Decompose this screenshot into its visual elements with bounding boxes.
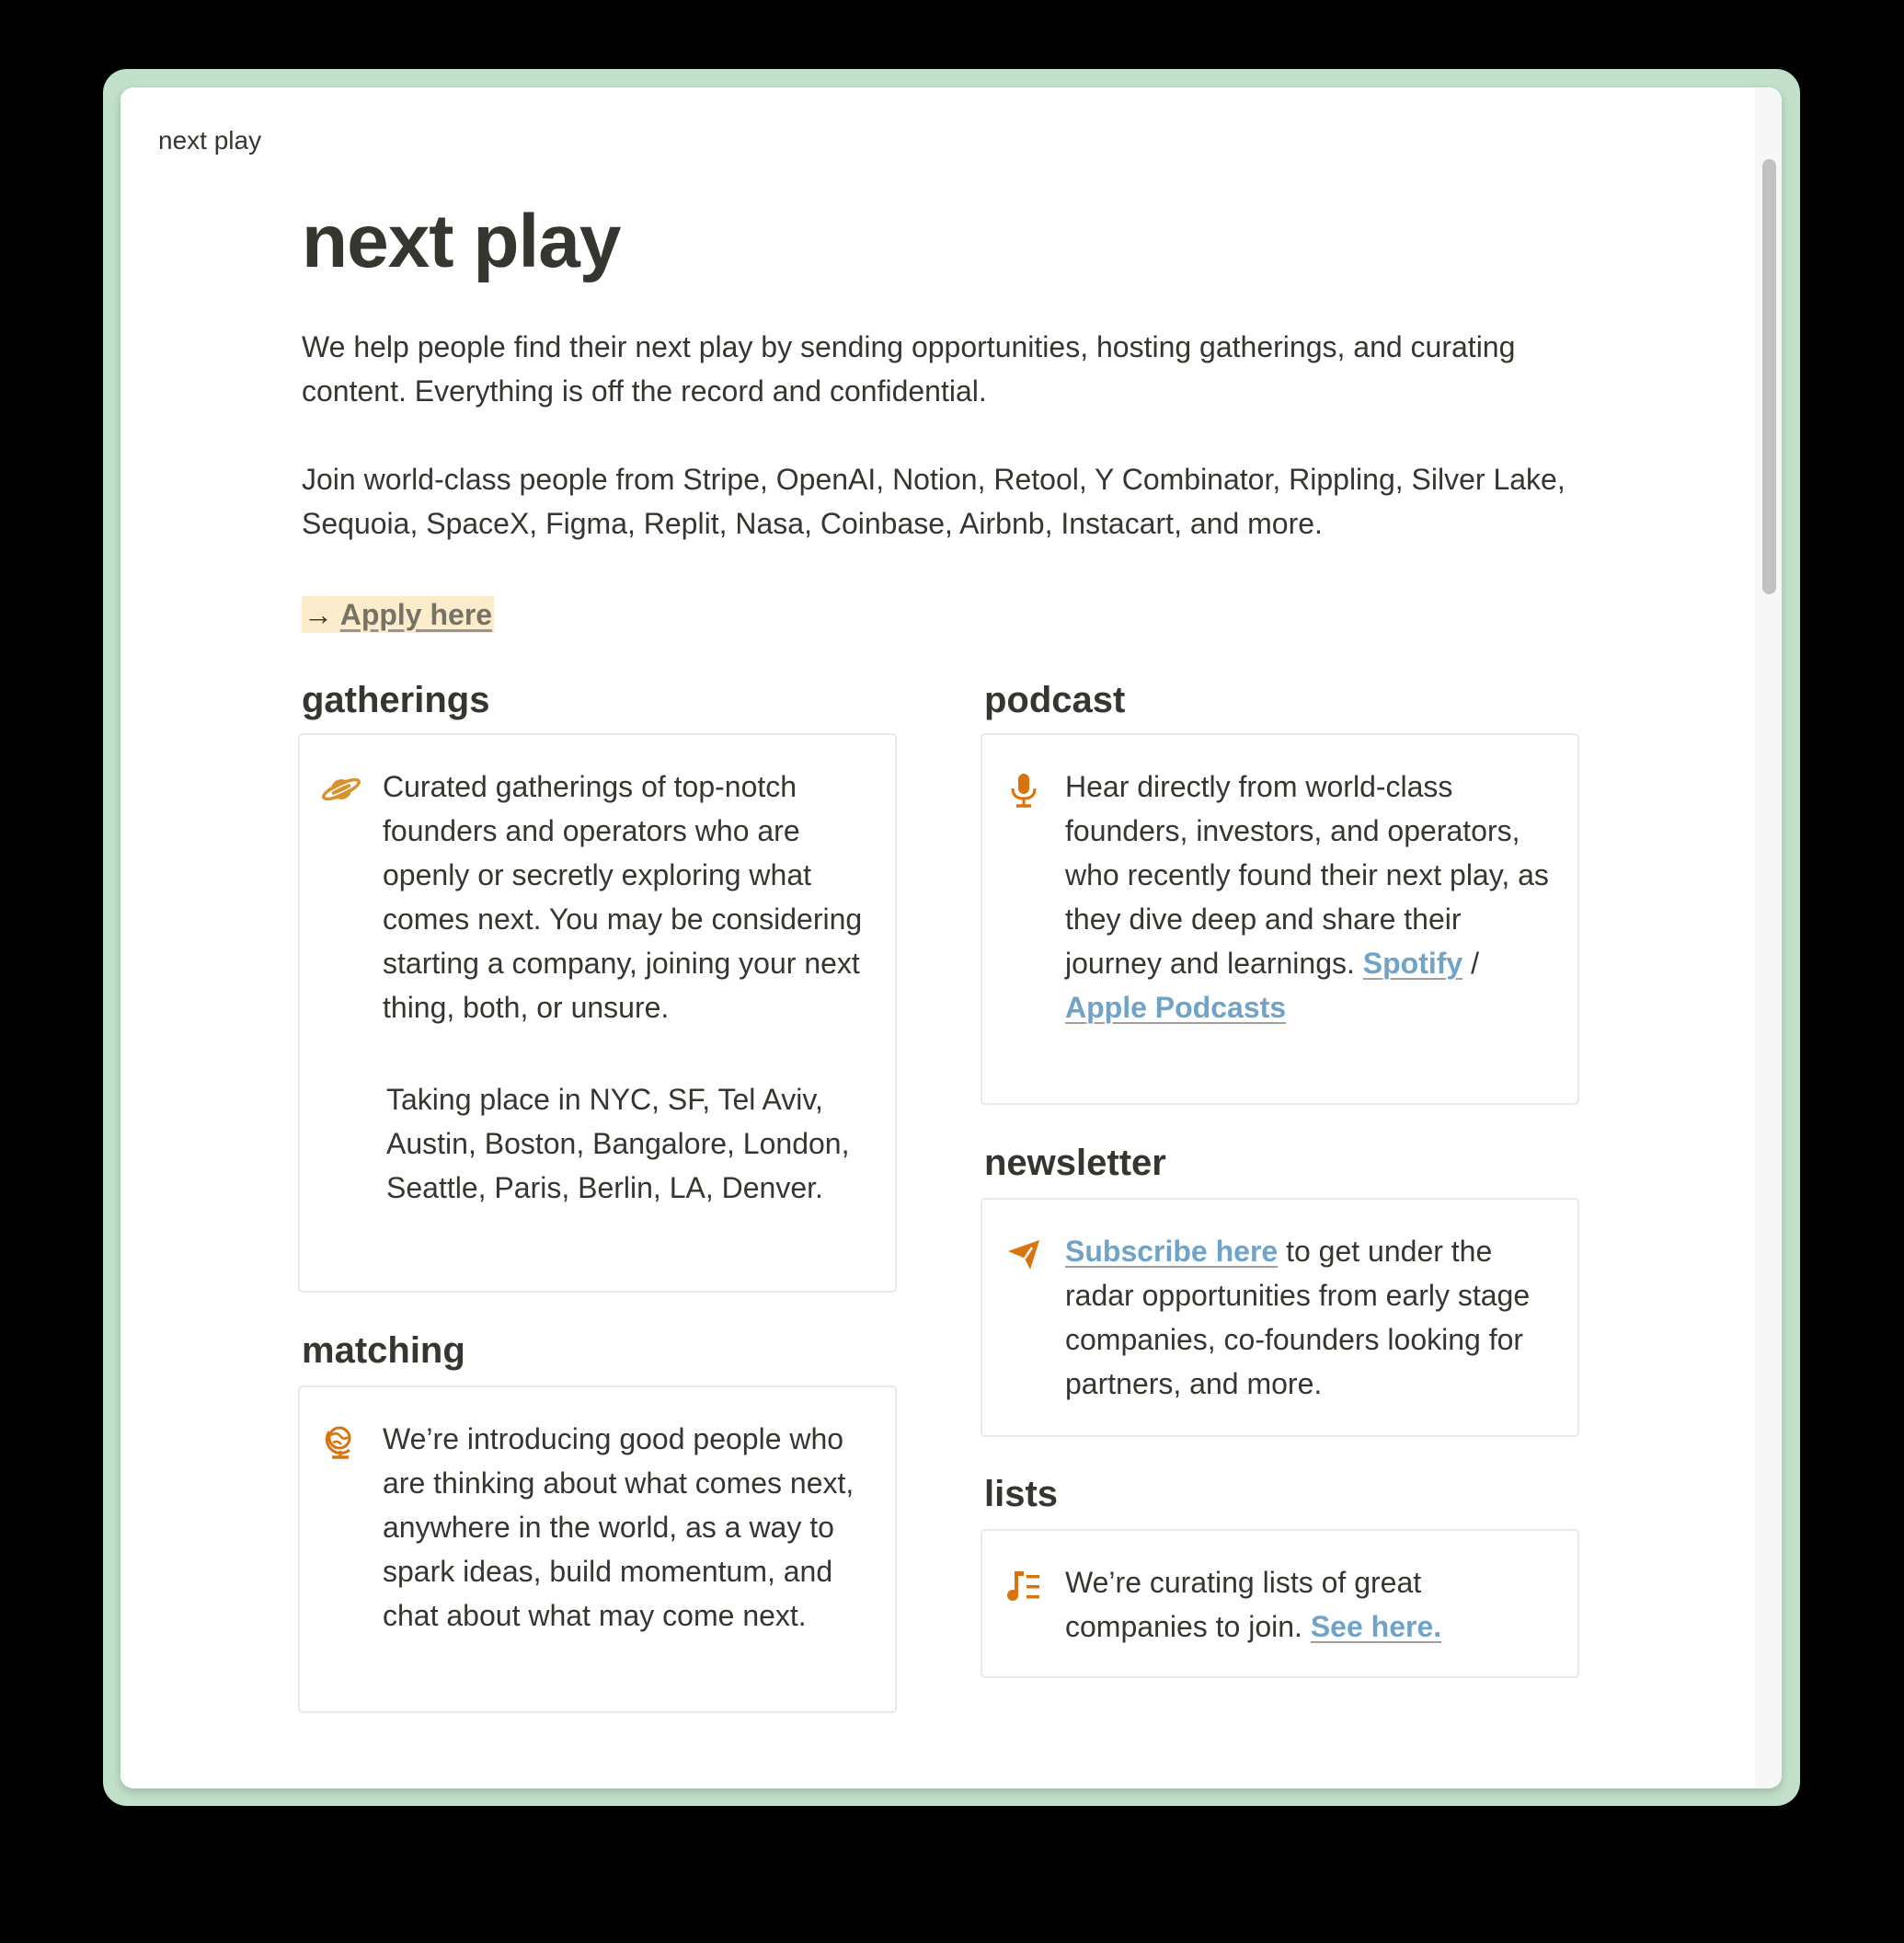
music-list-icon <box>1004 1566 1043 1604</box>
link-separator: / <box>1471 947 1479 980</box>
gatherings-description: Curated gatherings of top-notch founders and operators who are openly or secretly exploring what comes next. You may be considering starting a company, joining your next thing, both, or unsure. <box>383 770 863 1024</box>
apply-callout[interactable] <box>302 596 494 633</box>
gatherings-card <box>298 733 897 1293</box>
podcast-card <box>981 733 1579 1105</box>
page-title: next play <box>302 200 621 283</box>
scrollbar-track[interactable] <box>1755 87 1782 1788</box>
podcast-heading: podcast <box>984 680 1126 720</box>
breadcrumb[interactable]: next play <box>158 126 262 155</box>
paper-plane-icon <box>1004 1235 1043 1273</box>
planet-icon <box>322 770 361 809</box>
browser-window <box>120 87 1782 1788</box>
podcast-description <box>1065 765 1550 1029</box>
join-paragraph: Join world-class people from Stripe, OpenAI, Notion, Retool, Y Combinator, Rippling, Silver Lake, Sequoia, SpaceX, Figma, Replit, Nasa, Coinbase, Airbnb, Instacart, and more. <box>302 463 1566 540</box>
spotify-link[interactable]: Spotify <box>1362 947 1463 980</box>
lists-text: We’re curating lists of great companies to join. <box>1065 1566 1422 1643</box>
apple-podcasts-link[interactable]: Apple Podcasts <box>1065 991 1287 1024</box>
newsletter-card <box>981 1198 1579 1437</box>
lists-card <box>981 1529 1579 1678</box>
matching-description: We’re introducing good people who are thinking about what comes next, anywhere in the world, as a way to spark ideas, build momentum, and chat about what may come next. <box>383 1422 855 1632</box>
scrollbar-thumb[interactable] <box>1762 159 1776 594</box>
globe-icon <box>322 1422 361 1461</box>
lists-description <box>1065 1560 1550 1649</box>
podcast-text: Hear directly from world-class founders, investors, and operators, who recently found their next play, as they dive deep and share their journey and learnings. <box>1065 770 1549 980</box>
arrow-right-icon: → <box>304 598 333 631</box>
apply-link[interactable]: Apply here <box>339 598 493 631</box>
gatherings-locations: Taking place in NYC, SF, Tel Aviv, Austin, Boston, Bangalore, London, Seattle, Paris, Berlin, LA, Denver. <box>386 1083 850 1204</box>
lists-heading: lists <box>984 1474 1059 1514</box>
newsletter-description <box>1065 1229 1550 1406</box>
intro-paragraph: We help people find their next play by sending opportunities, hosting gatherings, and curating content. Everything is off the record and confidential. <box>302 330 1516 408</box>
subscribe-link[interactable]: Subscribe here <box>1065 1235 1279 1268</box>
newsletter-text: to get under the radar opportunities from early stage companies, co-founders looking for partners, and more. <box>1065 1235 1531 1400</box>
gatherings-heading: gatherings <box>302 680 490 720</box>
microphone-icon <box>1004 770 1043 809</box>
matching-heading: matching <box>302 1330 465 1371</box>
see-here-link[interactable]: See here. <box>1310 1610 1442 1643</box>
newsletter-heading: newsletter <box>984 1143 1166 1183</box>
matching-card <box>298 1385 897 1713</box>
